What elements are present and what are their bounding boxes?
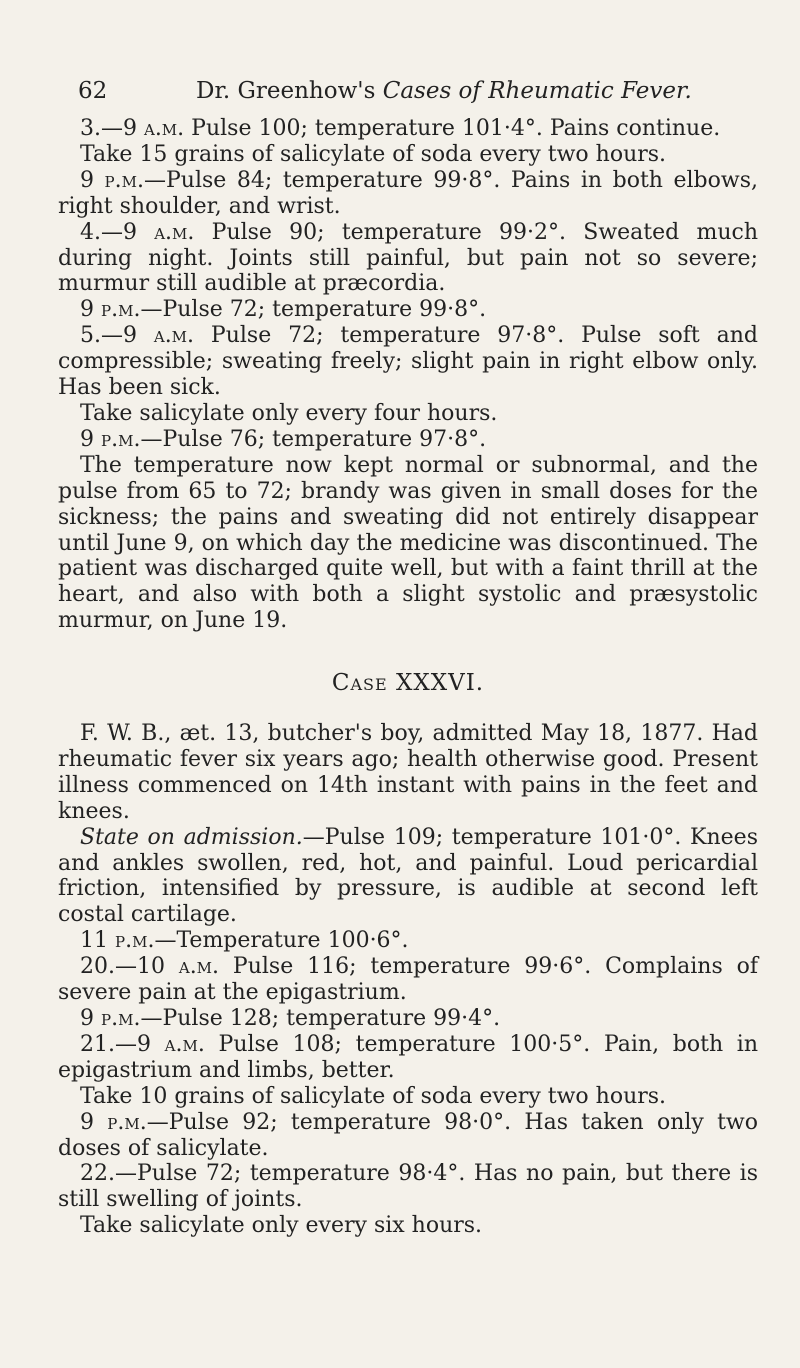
paragraph-text: —Pulse 92; temperature 98·0°. Has taken only two doses of salicylate.	[58, 1109, 758, 1161]
time-marker: a.m.	[153, 323, 195, 349]
entry-date: 20.—10	[80, 954, 179, 980]
paragraph-text: The temperature now kept normal or subnormal, and the pulse from 65 to 72; brandy was given in small doses for the sickness; the pains and sweating did not entirely disappear until June 9, on which day the medicine was discontinued. The patient was discharged quite well, but with a faint thrill at the heart, and also with both a slight systolic and præsystolic murmur, on June 19.	[58, 452, 758, 634]
paragraph-text: —Pulse 109; temperature 101·0°. Knees and ankles swollen, red, hot, and painful. Loud pericardial friction, intensified by pressure, is audible at second left costal cartilage.	[58, 824, 758, 928]
paragraph-text: —Pulse 72; temperature 99·8°.	[140, 297, 487, 323]
paragraph	[58, 401, 758, 427]
body-text	[58, 116, 758, 1239]
paragraph	[58, 928, 758, 954]
time-marker: a.m.	[154, 219, 195, 245]
paragraph-text: —Temperature 100·6°.	[154, 928, 409, 954]
paragraph-text: F. W. B., æt. 13, butcher's boy, admitted May 18, 1877. Had rheumatic fever six years ago; health otherwise good. Present illness commenced on 14th instant with pains in the feet and knees.	[58, 721, 758, 824]
running-header	[78, 78, 760, 108]
entry-date: 22.	[80, 1161, 115, 1187]
paragraph	[58, 297, 758, 323]
paragraph-text: Take 10 grains of salicylate of soda every two hours.	[80, 1083, 667, 1109]
running-title-author: Dr. Greenhow's	[196, 78, 383, 104]
paragraph	[58, 427, 758, 453]
paragraph-text: —Pulse 84; temperature 99·8°. Pains in both elbows, right shoulder, and wrist.	[58, 167, 758, 219]
time-marker: a.m.	[143, 116, 185, 141]
paragraph	[58, 954, 758, 1006]
paragraph	[58, 1032, 758, 1084]
entry-date: 9	[80, 1109, 108, 1135]
time-marker: p.m.	[115, 928, 155, 954]
paragraph-text: Pulse 108; temperature 100·5°. Pain, both in epigastrium and limbs, better.	[58, 1031, 758, 1083]
paragraph	[58, 1213, 758, 1239]
page-number: 62	[78, 78, 108, 104]
paragraph-text: Take salicylate only every six hours.	[80, 1213, 483, 1239]
time-marker: a.m.	[164, 1031, 205, 1057]
paragraph-text: Take salicylate only every four hours.	[80, 400, 498, 426]
time-marker: p.m.	[101, 297, 141, 323]
paragraph-text: Pulse 90; temperature 99·2°. Sweated much during night. Joints still painful, but pain not so severe; murmur still audible at præcordia.	[58, 219, 758, 297]
paragraph-text: —Pulse 76; temperature 97·8°.	[140, 426, 487, 452]
paragraph	[58, 168, 758, 220]
entry-date: 9	[80, 1006, 101, 1031]
entry-date: 4.—9	[80, 219, 155, 245]
paragraph	[58, 1161, 758, 1213]
paragraph-text: —Pulse 128; temperature 99·4°.	[140, 1006, 501, 1031]
paragraph	[58, 721, 758, 825]
running-title	[196, 78, 692, 104]
entry-date: 9	[80, 426, 101, 452]
paragraph-text: Pulse 100; temperature 101·4°. Pains continue.	[184, 116, 721, 141]
paragraph	[58, 1006, 758, 1032]
entry-date: 9	[80, 297, 101, 323]
paragraph	[58, 323, 758, 401]
entry-date: 11	[80, 928, 115, 954]
paragraph-text: —Pulse 72; temperature 98·4°. Has no pain, but there is still swelling of joints.	[58, 1161, 758, 1213]
section-before-case	[58, 116, 758, 634]
section-after-case	[58, 721, 758, 1239]
paragraph	[58, 1084, 758, 1110]
time-marker: p.m.	[107, 1109, 147, 1135]
entry-date: 5.—9	[80, 323, 154, 349]
paragraph	[58, 1110, 758, 1162]
paragraph	[58, 142, 758, 168]
time-marker: p.m.	[104, 167, 144, 193]
paragraph	[58, 116, 758, 142]
running-title-italic: Cases of Rheumatic Fever.	[382, 78, 692, 104]
paragraph	[58, 453, 758, 634]
paragraph-text: Take 15 grains of salicylate of soda every two hours.	[80, 141, 667, 167]
italic-heading: State on admission.	[80, 824, 303, 850]
case-title: Case XXXVI.	[331, 670, 485, 697]
paragraph	[58, 220, 758, 298]
paragraph-text: Pulse 116; temperature 99·6°. Complains of severe pain at the epigastrium.	[58, 954, 759, 1006]
entry-date: 9	[80, 167, 105, 193]
entry-date: 21.—9	[80, 1031, 165, 1057]
paragraph	[58, 825, 758, 929]
time-marker: p.m.	[101, 426, 141, 452]
time-marker: a.m.	[178, 954, 220, 980]
entry-date: 3.—9	[80, 116, 144, 141]
paragraph-text: Pulse 72; temperature 97·8°. Pulse soft and compressible; sweating freely; slight pain in right elbow only. Has been sick.	[58, 323, 758, 401]
time-marker: p.m.	[101, 1006, 141, 1031]
